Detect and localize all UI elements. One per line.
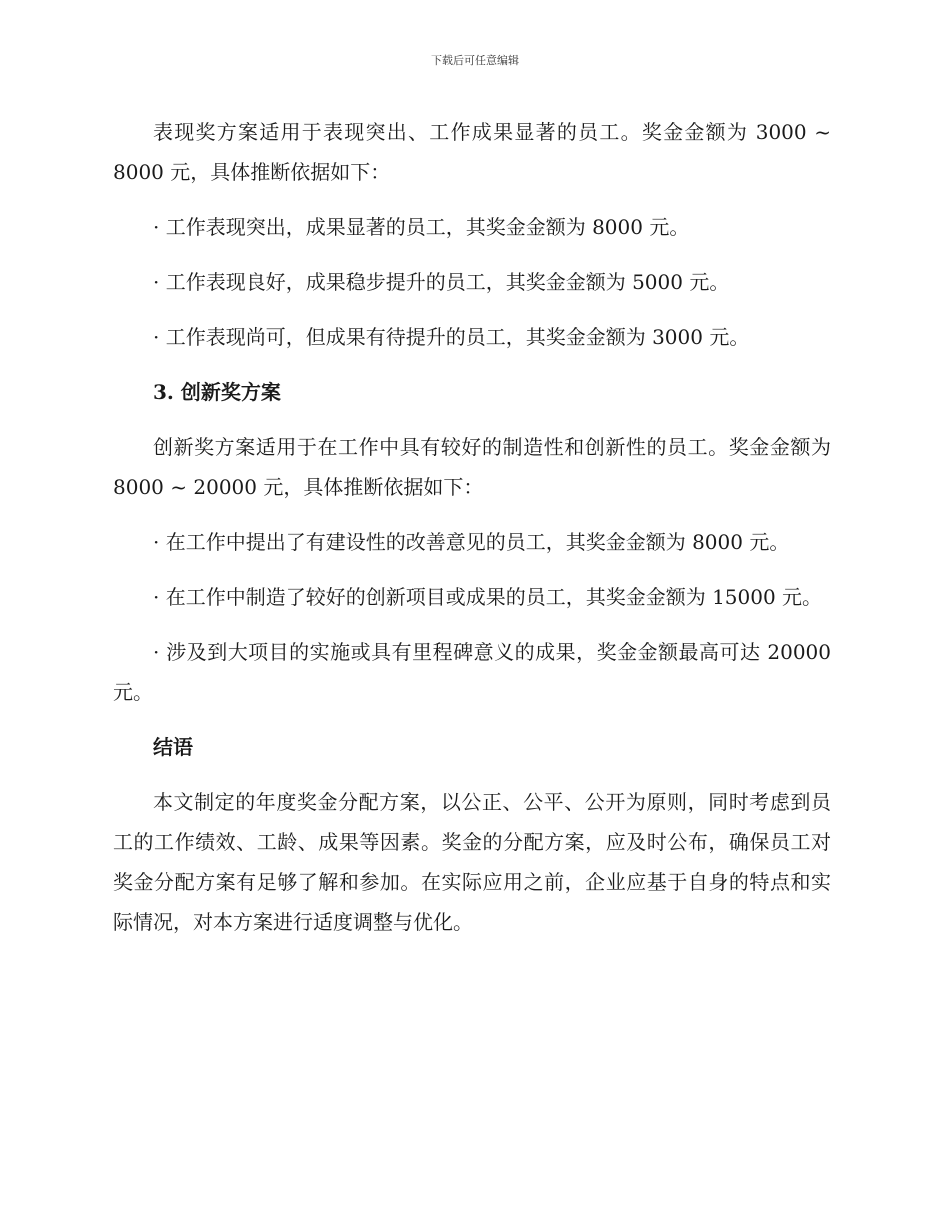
bullet-innovation-project: · 在工作中制造了较好的创新项目或成果的员工，其奖金金额为 15000 元。: [153, 585, 823, 609]
bullet-innovation-suggestion: · 在工作中提出了有建设性的改善意见的员工，其奖金金额为 8000 元。: [153, 530, 790, 554]
bullet-performance-good: · 工作表现良好，成果稳步提升的员工，其奖金金额为 5000 元。: [153, 270, 730, 294]
paragraph-conclusion: 本文制定的年度奖金分配方案，以公正、公平、公开为原则，同时考虑到员工的工作绩效、工龄、成果等因素。奖金的分配方案，应及时公布，确保员工对奖金分配方案有足够了解和参加。在实际应用之前，企业应基于自身的特点和实际情况，对本方案进行适度调整与优化。: [113, 790, 831, 934]
heading-conclusion: 结语: [153, 735, 193, 759]
bullet-performance-outstanding: · 工作表现突出，成果显著的员工，其奖金金额为 8000 元。: [153, 215, 690, 239]
document-body: [113, 112, 831, 957]
bullet-performance-fair: · 工作表现尚可，但成果有待提升的员工，其奖金金额为 3000 元。: [153, 325, 750, 349]
paragraph-performance-award-intro: 表现奖方案适用于表现突出、工作成果显著的员工。奖金金额为 3000 ~ 8000 元，具体推断依据如下：: [113, 120, 831, 184]
paragraph-innovation-award-intro: 创新奖方案适用于在工作中具有较好的制造性和创新性的员工。奖金金额为 8000 ~ 20000 元，具体推断依据如下：: [113, 435, 831, 499]
heading-innovation-award: 3. 创新奖方案: [153, 380, 281, 404]
bullet-innovation-milestone: · 涉及到大项目的实施或具有里程碑意义的成果，奖金金额最高可达 20000 元。: [113, 640, 831, 704]
page-header: 下载后可任意编辑: [431, 54, 519, 67]
